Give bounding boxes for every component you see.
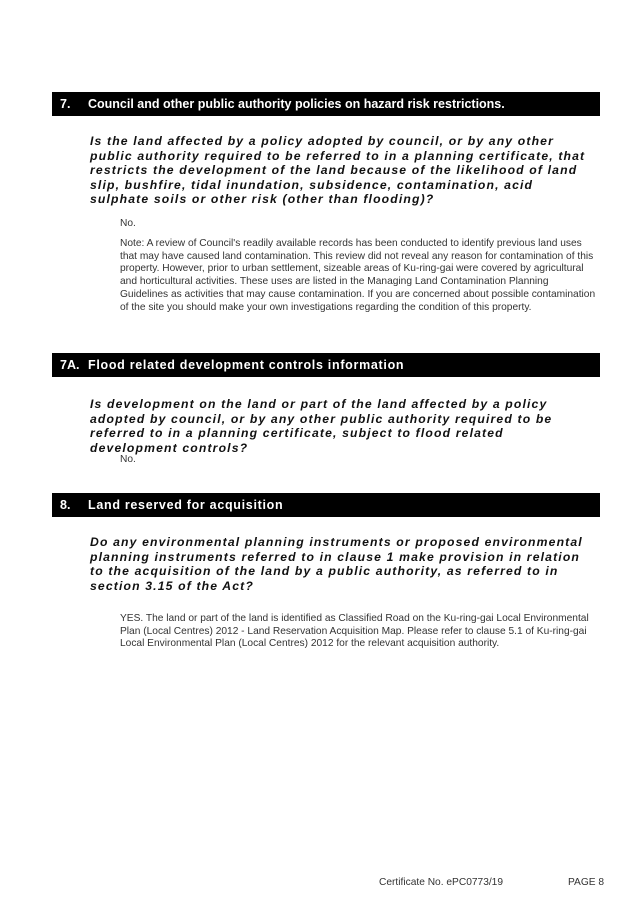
section-number: 7. [60,97,71,111]
section-7a-answer: No. [120,454,136,465]
section-number: 8. [60,498,71,512]
section-7-answer: No. [120,218,136,229]
section-8-question: Do any environmental planning instruments or proposed environmental planning instruments referred to in clause 1 make provision in relation to the acquisition of the land by a public authority, as referred to in section 3.15 of the Act? [90,535,583,593]
section-number: 7A. [60,358,80,372]
section-7a-question: Is development on the land or part of the land affected by a policy adopted by council, or by any other public authority required to be referred to in a planning certificate, subject to flood related development controls? [90,397,553,455]
section-7-note: Note: A review of Council's readily available records has been conducted to identify previous land uses that may have caused land contamination. This review did not reveal any reason for contamination of this property. However, prior to urban settlement, sizeable areas of Ku-ring-gai were covered by agricultural and horticultural activities. These uses are listed in the Managing Land Contamination Planning Guidelines as activities that may cause contamination. If you are concerned about possible contamination of the site you should make your own investigations regarding the condition of this property. [120,238,596,313]
section-8-answer: YES. The land or part of the land is identified as Classified Road on the Ku-ring-gai Local Environmental Plan (Local Centres) 2012 - Land Reservation Acquisition Map. Please refer to clause 5.1 of Ku-ring-gai Local Environmental Plan (Local Centres) 2012 for the relevant acquisition authority. [120,613,589,650]
section-7a-header [52,353,600,377]
section-title: Flood related development controls information [88,358,405,372]
section-title: Land reserved for acquisition [88,498,284,512]
section-7-question: Is the land affected by a policy adopted by council, or by any other public authority required to be referred to in a planning certificate, that restricts the development of the land because of the likelihood of land slip, bushfire, tidal inundation, subsidence, contamination, acid sulphate soils or other risk (other than flooding)? [90,134,586,206]
section-8-header [52,493,600,517]
section-7-header [52,92,600,116]
section-title: Council and other public authority policies on hazard risk restrictions. [88,97,505,111]
page-number: PAGE 8 [568,877,605,888]
certificate-number: Certificate No. ePC0773/19 [379,877,504,888]
